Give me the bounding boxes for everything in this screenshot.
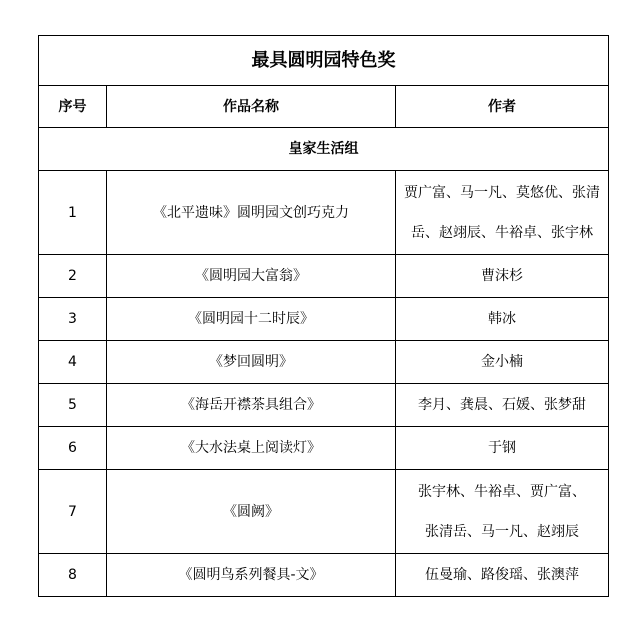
table-row [39, 255, 609, 298]
author-line: 张清岳、马一凡、赵翊辰 [425, 523, 579, 540]
award-table [38, 35, 609, 597]
group-label: 皇家生活组 [39, 128, 609, 171]
row-work: 《圆明园大富翁》 [107, 255, 396, 298]
row-author: 于钢 [396, 427, 609, 470]
table-row [39, 470, 609, 554]
row-work: 《圆明园十二时辰》 [107, 298, 396, 341]
header-num: 序号 [39, 86, 107, 128]
table-row [39, 427, 609, 470]
row-author: 韩冰 [396, 298, 609, 341]
row-author [396, 470, 609, 554]
row-author [396, 171, 609, 255]
author-line: 贾广富、马一凡、莫悠优、张清 [404, 184, 600, 201]
row-work: 《大水法桌上阅读灯》 [107, 427, 396, 470]
row-num: 7 [39, 470, 107, 554]
row-num: 1 [39, 171, 107, 255]
header-work: 作品名称 [107, 86, 396, 128]
row-author: 李月、龚晨、石媛、张梦甜 [396, 384, 609, 427]
row-author: 金小楠 [396, 341, 609, 384]
row-work: 《北平遗味》圆明园文创巧克力 [107, 171, 396, 255]
row-work: 《圆阙》 [107, 470, 396, 554]
table-row [39, 171, 609, 255]
table-row [39, 384, 609, 427]
table-row [39, 298, 609, 341]
row-num: 2 [39, 255, 107, 298]
header-row [39, 86, 609, 128]
header-author: 作者 [396, 86, 609, 128]
row-num: 3 [39, 298, 107, 341]
table-row [39, 554, 609, 597]
row-num: 8 [39, 554, 107, 597]
row-work: 《海岳开襟茶具组合》 [107, 384, 396, 427]
table-title: 最具圆明园特色奖 [39, 36, 609, 86]
row-author: 曹沫杉 [396, 255, 609, 298]
author-line: 张宇林、牛裕卓、贾广富、 [418, 483, 586, 500]
row-author: 伍曼瑜、路俊瑶、张澳萍 [396, 554, 609, 597]
row-work: 《梦回圆明》 [107, 341, 396, 384]
table-row [39, 341, 609, 384]
row-num: 4 [39, 341, 107, 384]
row-work: 《圆明鸟系列餐具-文》 [107, 554, 396, 597]
row-num: 5 [39, 384, 107, 427]
title-row [39, 36, 609, 86]
row-num: 6 [39, 427, 107, 470]
author-line: 岳、赵翊辰、牛裕卓、张宇林 [411, 224, 593, 241]
group-row [39, 128, 609, 171]
